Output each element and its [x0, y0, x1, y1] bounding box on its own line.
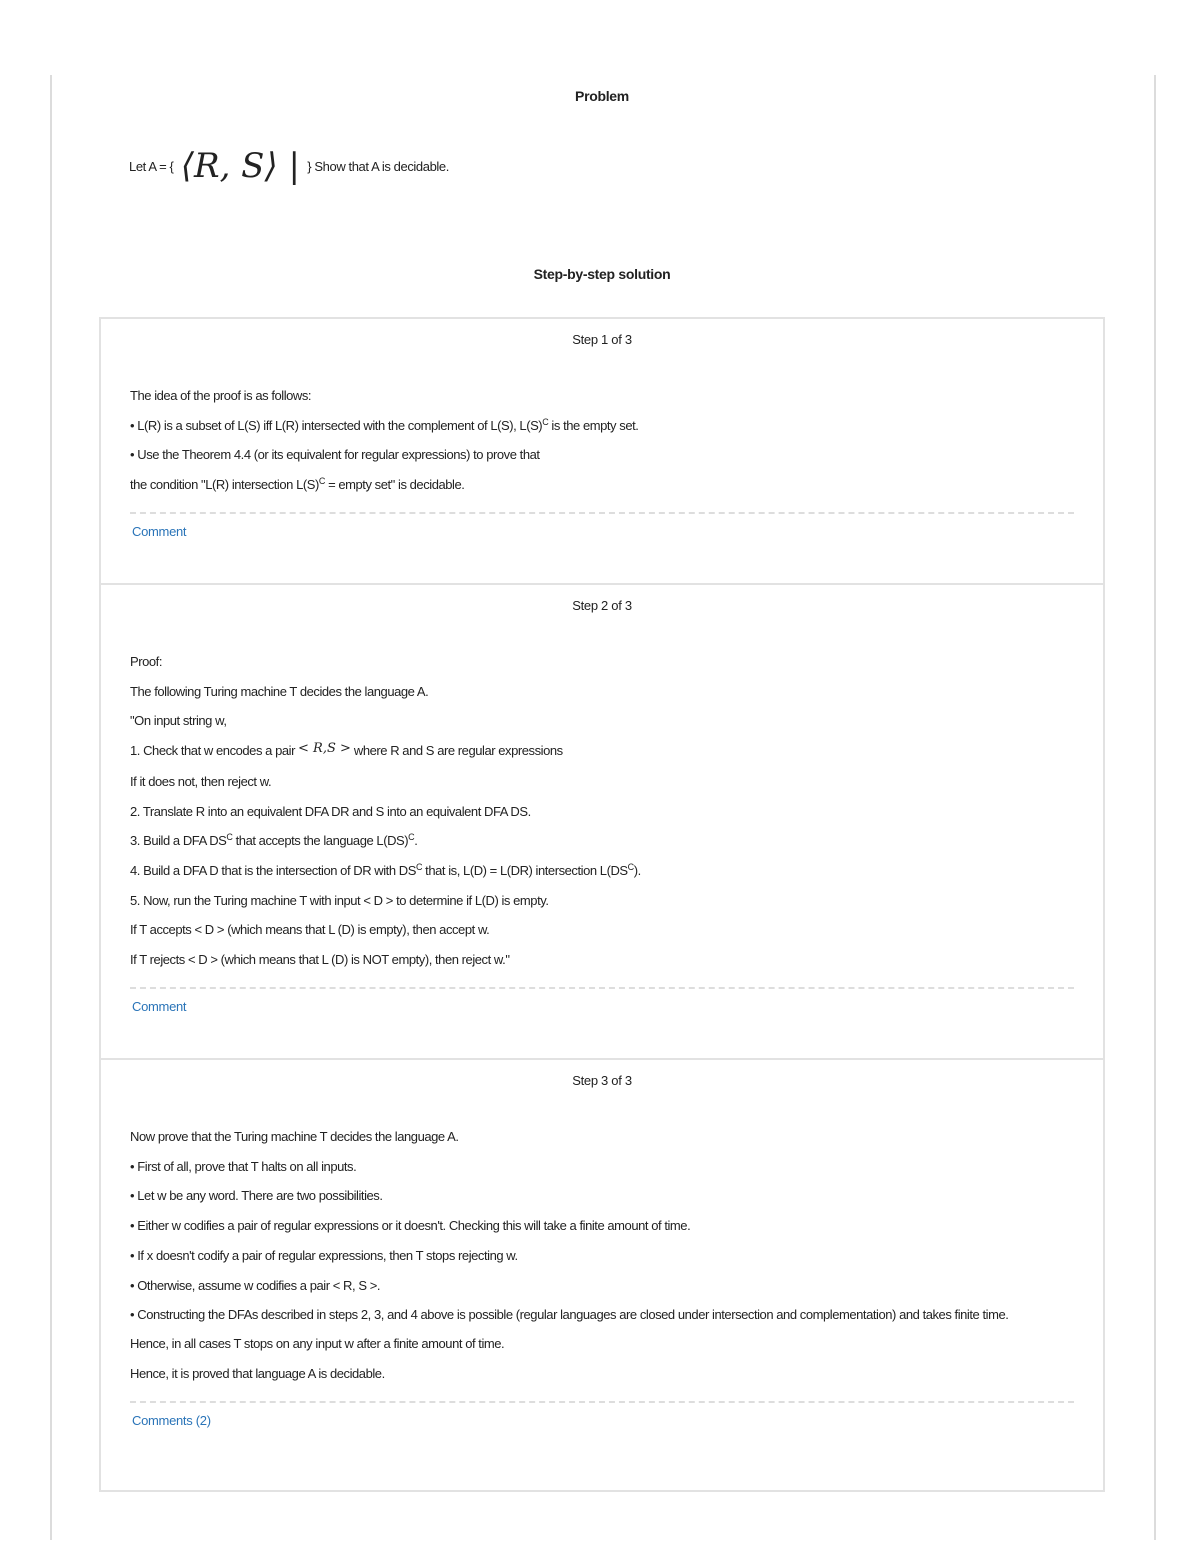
step-text-line: If T rejects < D > (which means that L (D) is NOT empty), then reject w.": [130, 952, 510, 968]
step-body: [130, 381, 1074, 500]
comment-link[interactable]: Comment: [132, 998, 187, 1014]
step-header: Step 1 of 3: [572, 332, 632, 347]
step-text-line: The idea of the proof is as follows:: [130, 388, 312, 403]
step-text-line: • Use the Theorem 4.4 (or its equivalent for regular expressions) to prove that: [130, 447, 540, 463]
step-text-line: 5. Now, run the Turing machine T with input < D > to determine if L(D) is empty.: [130, 892, 549, 908]
step-text-line: 1. Check that w encodes a pair < R,S > where R and S are regular expressions: [130, 741, 563, 759]
problem-title: Problem: [575, 88, 629, 104]
step-text-line: • Constructing the DFAs described in steps 2, 3, and 4 above is possible (regular languages are closed under intersection and complementation) and takes finite time.: [130, 1307, 1009, 1323]
comments-link[interactable]: Comments (2): [132, 1412, 211, 1428]
step-text-line: • Otherwise, assume w codifies a pair < R, S >.: [130, 1277, 381, 1293]
step-text-line: • L(R) is a subset of L(S) iff L(R) intersected with the complement of L(S), $L(S)^C$ is the empty set.: [130, 416, 639, 433]
step-text-line: If it does not, then reject w.: [130, 773, 272, 789]
step-text-line: 3. Build a DFA $DS^C$ that accepts the language L(DS)$^C$.: [130, 832, 418, 849]
problem-statement: [129, 140, 449, 204]
step-body: [130, 647, 1074, 975]
step-text-line: Hence, in all cases T stops on any input w after a finite amount of time.: [130, 1336, 505, 1352]
step-text-line: If T accepts < D > (which means that L (D) is empty), then accept w.: [130, 922, 490, 938]
step-text-line: • If x doesn't codify a pair of regular expressions, then T stops rejecting w.: [130, 1247, 518, 1263]
step-body: [130, 1122, 1074, 1389]
problem-math-expression: ⟨R, S⟩ |: [180, 146, 301, 186]
dashed-divider: [130, 1401, 1074, 1403]
step-text-line: • First of all, prove that T halts on all inputs.: [130, 1158, 357, 1174]
solution-title: Step-by-step solution: [533, 266, 671, 282]
pair-math: < R,S >: [298, 741, 351, 757]
comment-link[interactable]: Comment: [132, 523, 187, 539]
step-card-1: [99, 317, 1105, 585]
step-text-line: • Let w be any word. There are two possibilities.: [130, 1188, 383, 1204]
step-text-line: Hence, it is proved that language A is decidable.: [130, 1365, 385, 1381]
problem-prefix: Let A = {: [129, 159, 174, 174]
step-text-line: the condition "L(R) intersection $L(S)^C$ = empty set" is decidable.: [130, 476, 465, 493]
step-text-line: 4. Build a DFA D that is the intersection of DR with $DS^C$ that is, L(D) = L(DR) intersection $L(DS^C)$.: [130, 861, 641, 878]
step-text-line: Now prove that the Turing machine T decides the language A.: [130, 1129, 459, 1144]
step-text-line: • Either w codifies a pair of regular expressions or it doesn't. Checking this will take a finite amount of time.: [130, 1218, 691, 1234]
step-card-2: [99, 585, 1105, 1060]
dashed-divider: [130, 987, 1074, 989]
step-text-line: The following Turing machine T decides the language A.: [130, 683, 429, 699]
step-text-line: "On input string w,: [130, 713, 227, 729]
dashed-divider: [130, 512, 1074, 514]
right-border-rule: [1154, 75, 1156, 1540]
step-text-line: Proof:: [130, 654, 162, 669]
left-border-rule: [50, 75, 52, 1540]
step-text-line: 2. Translate R into an equivalent DFA DR and S into an equivalent DFA DS.: [130, 803, 531, 819]
step-header: Step 3 of 3: [572, 1073, 632, 1088]
problem-suffix: } Show that A is decidable.: [307, 159, 449, 174]
step-header: Step 2 of 3: [572, 598, 632, 613]
step-card-3: [99, 1060, 1105, 1492]
